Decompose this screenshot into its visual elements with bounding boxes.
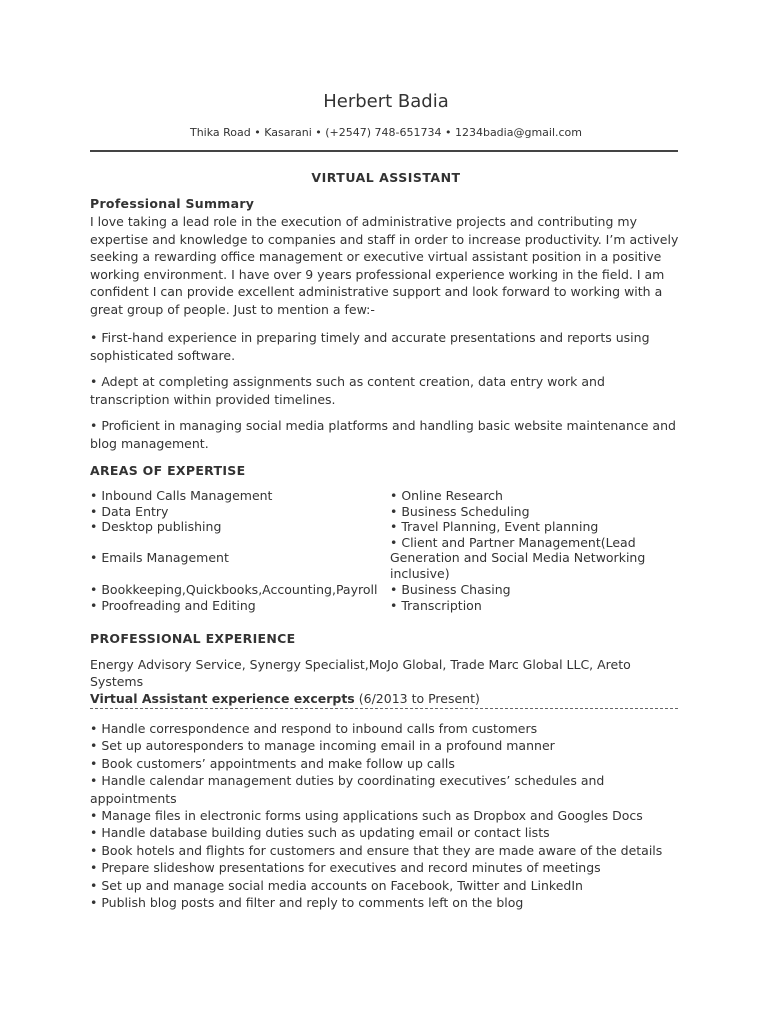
expertise-item: • Business Scheduling bbox=[390, 503, 530, 519]
duty-item: • Handle database building duties such as updating email or contact lists bbox=[90, 825, 550, 841]
header-divider bbox=[90, 150, 678, 152]
duty-item: • Book hotels and flights for customers and ensure that they are made aware of the details bbox=[90, 842, 663, 858]
summary-heading: Professional Summary bbox=[90, 196, 255, 211]
excerpt-title: Virtual Assistant experience excerpts bbox=[90, 691, 355, 706]
candidate-name: Herbert Badia bbox=[323, 91, 449, 112]
expertise-item: • Online Research bbox=[390, 488, 503, 503]
expertise-item: • Transcription bbox=[390, 597, 482, 613]
summary-bullet: • Proficient in managing social media platforms and handling basic website maintenance and blog management. bbox=[90, 418, 676, 451]
expertise-item: • Proofreading and Editing bbox=[90, 597, 256, 613]
duty-item: • Prepare slideshow presentations for executives and record minutes of meetings bbox=[90, 860, 601, 876]
summary-text: I love taking a lead role in the execution of administrative projects and contributing my expertise and knowledge to companies and staff in order to increase productivity. I’m actively seeking a rewarding office management or executive virtual assistant position in a positive working environment. I have over 9 years professional experience working in the field. I am confident I can provide excellent administrative support and look forward to working with a great group of people. Just to mention a few:- bbox=[90, 214, 679, 317]
duty-item: • Publish blog posts and filter and reply to comments left on the blog bbox=[90, 895, 524, 911]
duty-item: • Handle correspondence and respond to inbound calls from customers bbox=[90, 721, 538, 736]
experience-heading: PROFESSIONAL EXPERIENCE bbox=[90, 631, 296, 646]
duty-item: • Set up autoresponders to manage incoming email in a profound manner bbox=[90, 738, 555, 754]
duty-item: • Book customers’ appointments and make follow up calls bbox=[90, 755, 455, 771]
excerpt-heading bbox=[90, 691, 678, 709]
expertise-item: • Bookkeeping,Quickbooks,Accounting,Payroll bbox=[90, 582, 378, 597]
employers-list: Energy Advisory Service, Synergy Specialist,MoJo Global, Trade Marc Global LLC, Areto Systems bbox=[90, 657, 631, 689]
expertise-item: • Inbound Calls Management bbox=[90, 488, 273, 503]
excerpt-dates: (6/2013 to Present) bbox=[358, 691, 480, 706]
duty-item: • Manage files in electronic forms using applications such as Dropbox and Googles Docs bbox=[90, 808, 643, 824]
contact-line: Thika Road • Kasarani • (+2547) 748-651734 • 1234badia@gmail.com bbox=[189, 126, 582, 139]
duty-item: • Handle calendar management duties by coordinating executives’ schedules and appointments bbox=[90, 773, 605, 806]
expertise-item: • Emails Management bbox=[90, 550, 229, 565]
expertise-item: • Travel Planning, Event planning bbox=[390, 519, 599, 534]
expertise-item: • Desktop publishing bbox=[90, 519, 222, 534]
summary-bullet: • First-hand experience in preparing timely and accurate presentations and reports using sophisticated software. bbox=[90, 330, 650, 363]
summary-bullet: • Adept at completing assignments such as content creation, data entry work and transcription within provided timelines. bbox=[90, 374, 605, 407]
expertise-item: • Client and Partner Management(Lead Generation and Social Media Networking inclusive) bbox=[390, 534, 646, 581]
duties-list bbox=[90, 720, 682, 911]
expertise-item: • Business Chasing bbox=[390, 582, 511, 597]
duty-item: • Set up and manage social media accounts on Facebook, Twitter and LinkedIn bbox=[90, 877, 583, 893]
expertise-heading: AREAS OF EXPERTISE bbox=[90, 463, 246, 478]
job-title: VIRTUAL ASSISTANT bbox=[311, 170, 461, 185]
expertise-item: • Data Entry bbox=[90, 503, 169, 519]
